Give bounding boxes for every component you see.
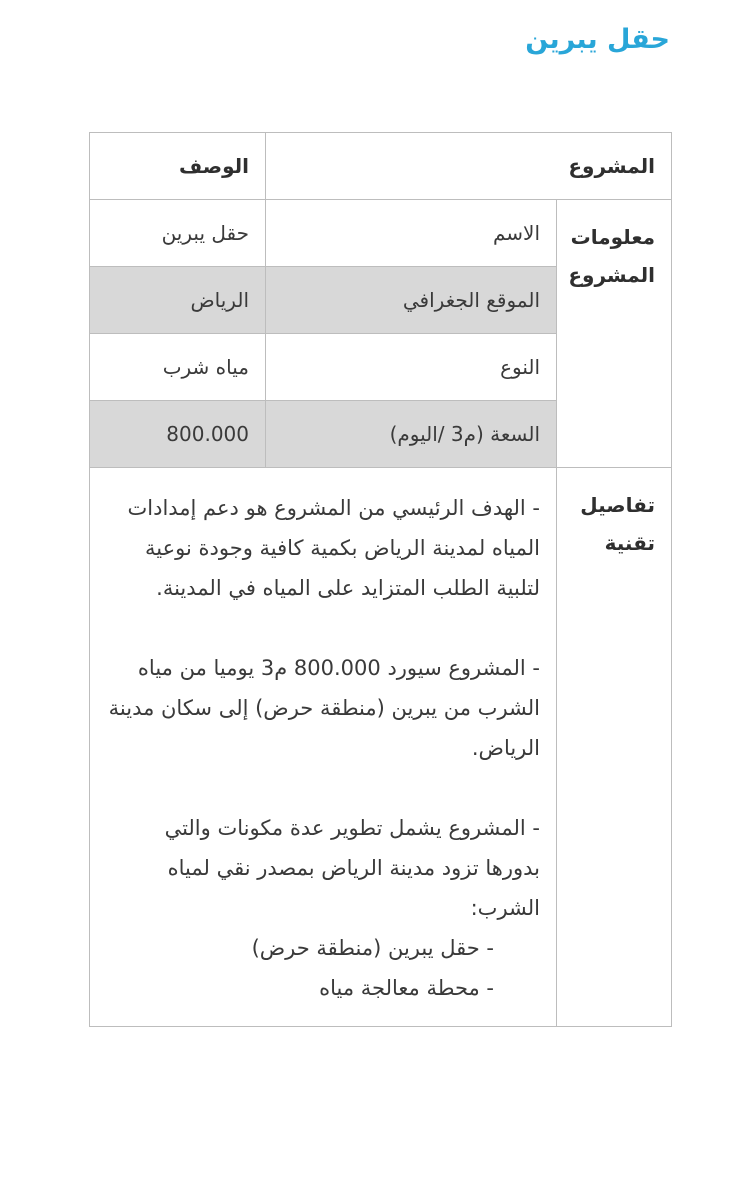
technical-paragraph: - المشروع يشمل تطوير عدة مكونات والتي بدورها تزود مدينة الرياض بمصدر نقي لمياه الشرب: bbox=[164, 816, 541, 920]
project-table bbox=[89, 132, 672, 1027]
row-value: مياه شرب bbox=[90, 334, 266, 401]
row-label: السعة (م3 /اليوم) bbox=[266, 401, 557, 468]
header-description: الوصف bbox=[90, 133, 266, 200]
row-label: النوع bbox=[266, 334, 557, 401]
row-label: الموقع الجغرافي bbox=[266, 267, 557, 334]
technical-paragraph: - الهدف الرئيسي من المشروع هو دعم إمدادات المياه لمدينة الرياض بكمية كافية وجودة نوعية لتلبية الطلب المتزايد على المياه في المدينة. bbox=[127, 496, 541, 600]
technical-paragraph: - المشروع سيورد 800.000 م3 يوميا من مياه الشرب من يبرين (منطقة حرض) إلى سكان مدينة الرياض. bbox=[108, 656, 541, 760]
row-value: حقل يبرين bbox=[90, 200, 266, 267]
row-value: الرياض bbox=[90, 267, 266, 334]
technical-row bbox=[90, 468, 672, 1027]
technical-list-item: - محطة معالجة مياه bbox=[319, 976, 495, 1000]
header-project: المشروع bbox=[266, 133, 672, 200]
page-title: حقل يبرين bbox=[525, 24, 670, 55]
technical-list-item: - حقل يبرين (منطقة حرض) bbox=[251, 936, 495, 960]
technical-details bbox=[90, 468, 557, 1027]
row-label: الاسم bbox=[266, 200, 557, 267]
table-row bbox=[90, 200, 672, 267]
row-value: 800.000 bbox=[90, 401, 266, 468]
table-header-row bbox=[90, 133, 672, 200]
technical-label: تفاصيل تقنية bbox=[557, 468, 672, 1027]
project-info-label: معلومات المشروع bbox=[557, 200, 672, 468]
